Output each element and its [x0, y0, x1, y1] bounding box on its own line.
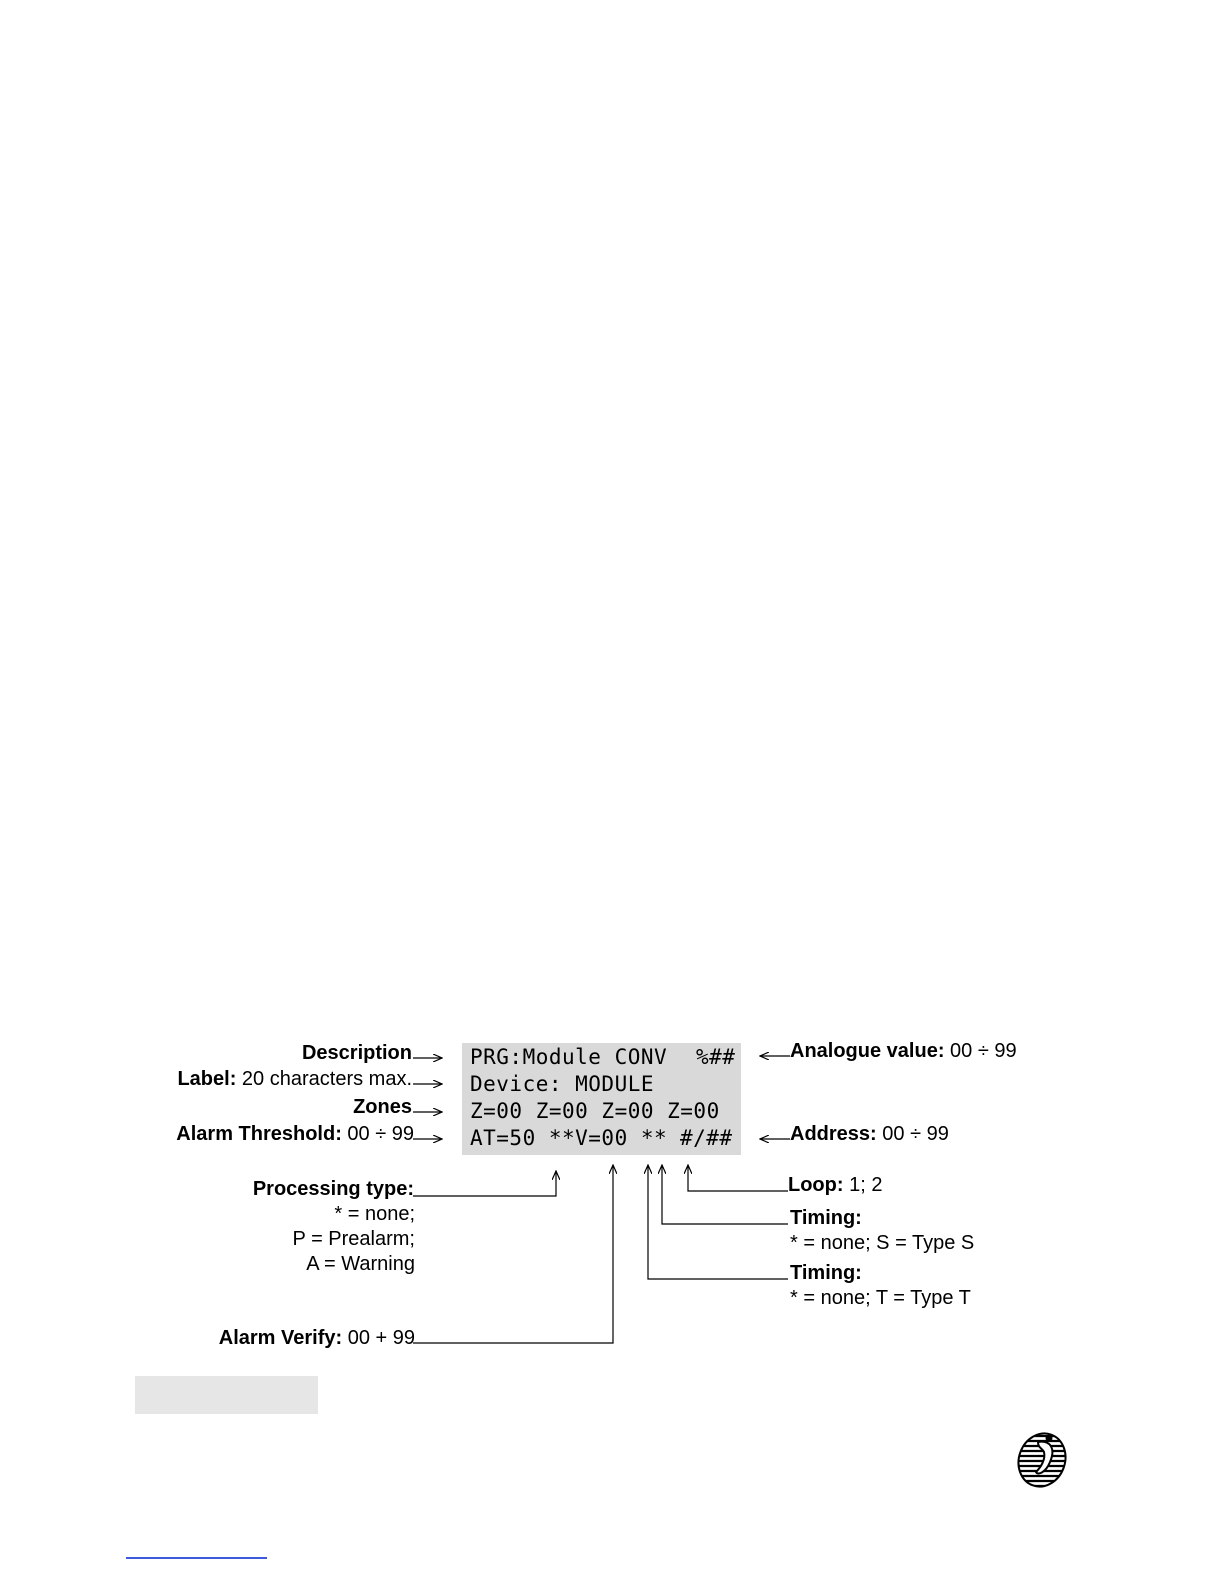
- connector-timing-t: [648, 1165, 788, 1279]
- label-address: Address: 00 ÷ 99: [790, 1123, 949, 1145]
- processing-option-warning: A = Warning: [306, 1253, 415, 1275]
- brand-logo-icon: [1016, 1428, 1070, 1490]
- connector-timing-s: [662, 1165, 788, 1224]
- label-alarm-verify: Alarm Verify: 00 + 99: [218, 1327, 415, 1349]
- label-loop: Loop: 1; 2: [788, 1174, 883, 1196]
- connector-loop: [688, 1165, 788, 1191]
- lcd-line-4: AT=50 **V=00 ** #/##: [470, 1126, 733, 1150]
- lcd-line-3: Z=00 Z=00 Z=00 Z=00: [470, 1099, 720, 1123]
- lcd-line-1: PRG:Module CONV %##: [470, 1045, 736, 1069]
- label-analogue-value: Analogue value: 00 ÷ 99: [790, 1040, 1017, 1062]
- label-label: Label: 20 characters max.: [177, 1068, 412, 1090]
- label-alarm-threshold: Alarm Threshold: 00 ÷ 99: [176, 1123, 414, 1145]
- connector-processing: [413, 1171, 556, 1196]
- processing-option-none: * = none;: [334, 1203, 415, 1225]
- timing-t-options: * = none; T = Type T: [790, 1287, 971, 1309]
- lcd-display: [462, 1043, 741, 1155]
- page-tab: [135, 1376, 318, 1414]
- timing-s-options: * = none; S = Type S: [790, 1232, 975, 1254]
- lcd-line-2: Device: MODULE: [470, 1072, 655, 1096]
- footer-rule: [126, 1557, 267, 1559]
- label-timing-t: Timing:: [790, 1262, 862, 1284]
- label-zones: Zones: [353, 1096, 412, 1118]
- connector-verify: [413, 1165, 613, 1343]
- processing-option-prealarm: P = Prealarm;: [292, 1228, 415, 1250]
- label-processing-type: Processing type:: [252, 1178, 414, 1200]
- label-description: Description: [301, 1042, 412, 1064]
- label-timing-s: Timing:: [790, 1207, 862, 1229]
